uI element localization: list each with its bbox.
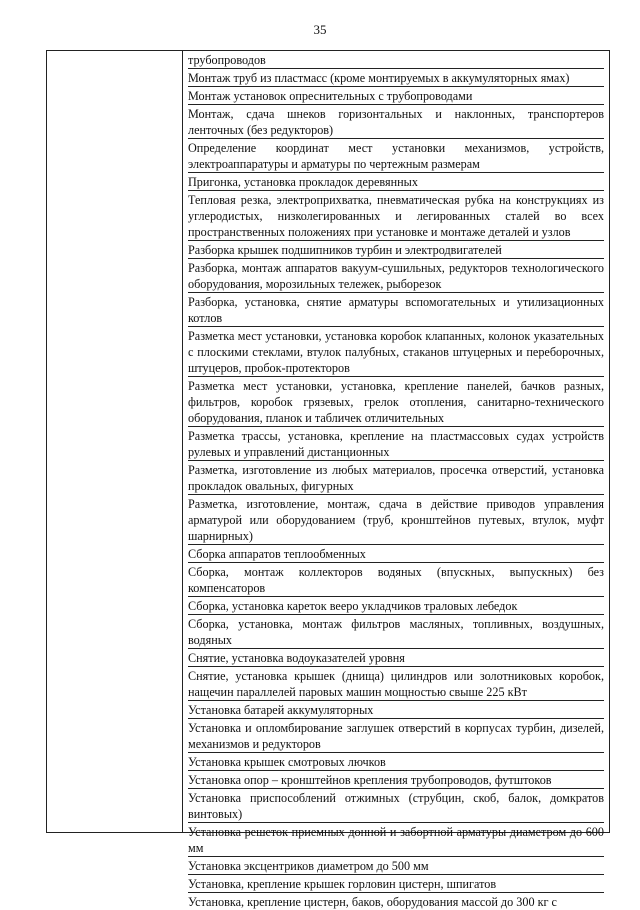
- table-row: Установка батарей аккумуляторных: [188, 701, 604, 719]
- table-row: Пригонка, установка прокладок деревянных: [188, 173, 604, 191]
- table-row: Разметка, изготовление из любых материалов, просечка отверстий, установка прокладок овальных, фигурных: [188, 463, 604, 493]
- table-row: трубопроводов: [188, 51, 604, 69]
- table-row: Монтаж установок опреснительных с трубопроводами: [188, 87, 604, 105]
- table-row: Установка крышек смотровых лючков: [188, 753, 604, 771]
- table-row: Разметка мест установки, установка, крепление панелей, бачков разных, фильтров, коробок грязевых, грелок отопления, санитарно-технического оборудования, планок и табличек отличительных: [188, 379, 604, 425]
- table-row: Разметка трассы, установка, крепление на пластмассовых судах устройств рулевых и управлений дистанционных: [188, 429, 604, 459]
- table-row: Установка, крепление крышек горловин цистерн, шпигатов: [188, 875, 604, 893]
- page-number: 35: [313, 22, 327, 37]
- table-row: Тепловая резка, электроприхватка, пневматическая рубка на конструкциях из углеродистых, низколегированных и легированных сталей во всех пространственных положениях при установке и монтаже деталей и узлов: [188, 193, 604, 239]
- table-row: Сборка аппаратов теплообменных: [188, 545, 604, 563]
- table-row: Установка эксцентриков диаметром до 500 мм: [188, 857, 604, 875]
- table-row: Снятие, установка крышек (днища) цилиндров или золотниковых коробок, нащечин параллелей паровых машин мощностью свыше 225 кВт: [188, 669, 604, 699]
- table-row: Сборка, установка, монтаж фильтров масляных, топливных, воздушных, водяных: [188, 617, 604, 647]
- table-row: Монтаж, сдача шнеков горизонтальных и наклонных, транспортеров ленточных (без редукторов): [188, 107, 604, 137]
- table-row: Снятие, установка водоуказателей уровня: [188, 649, 604, 667]
- operations-column: [183, 51, 609, 909]
- table-row: Сборка, установка кареток вееро укладчиков траловых лебедок: [188, 597, 604, 615]
- table-row: Сборка, монтаж коллекторов водяных (впускных, выпускных) без компенсаторов: [188, 565, 604, 595]
- left-column: [47, 51, 183, 832]
- table-row: Установка и опломбирование заглушек отверстий в корпусах турбин, дизелей, механизмов и редукторов: [188, 721, 604, 751]
- table-row: Монтаж труб из пластмасс (кроме монтируемых в аккумуляторных ямах): [188, 69, 604, 87]
- table-row: Установка решеток приемных донной и забортной арматуры диаметром до 600 мм: [188, 825, 604, 855]
- table-row: Разборка, установка, снятие арматуры вспомогательных и утилизационных котлов: [188, 295, 604, 325]
- operations-table: [46, 50, 610, 909]
- table-row: Разметка, изготовление, монтаж, сдача в действие приводов управления арматурой или оборудованием (труб, кронштейнов путевых, втулок, муфт шарнирных): [188, 497, 604, 543]
- table-row: Разборка, монтаж аппаратов вакуум-сушильных, редукторов технологического оборудования, морозильных тележек, рыборезок: [188, 261, 604, 291]
- table-row: Установка опор – кронштейнов крепления трубопроводов, футштоков: [188, 771, 604, 789]
- table-row: Разборка крышек подшипников турбин и электродвигателей: [188, 241, 604, 259]
- table-row: Определение координат мест установки механизмов, устройств, электроаппаратуры и арматуры по чертежным размерам: [188, 141, 604, 171]
- table-row: Установка, крепление цистерн, баков, оборудования массой до 300 кг с: [188, 895, 557, 909]
- table-row: Установка приспособлений отжимных (струбцин, скоб, балок, домкратов винтовых): [188, 791, 604, 821]
- table-row: Разметка мест установки, установка коробок клапанных, колонок указательных с плоскими стеклами, втулок палубных, стаканов штуцерных и переборочных, штуцеров, пробок-протекторов: [188, 329, 604, 375]
